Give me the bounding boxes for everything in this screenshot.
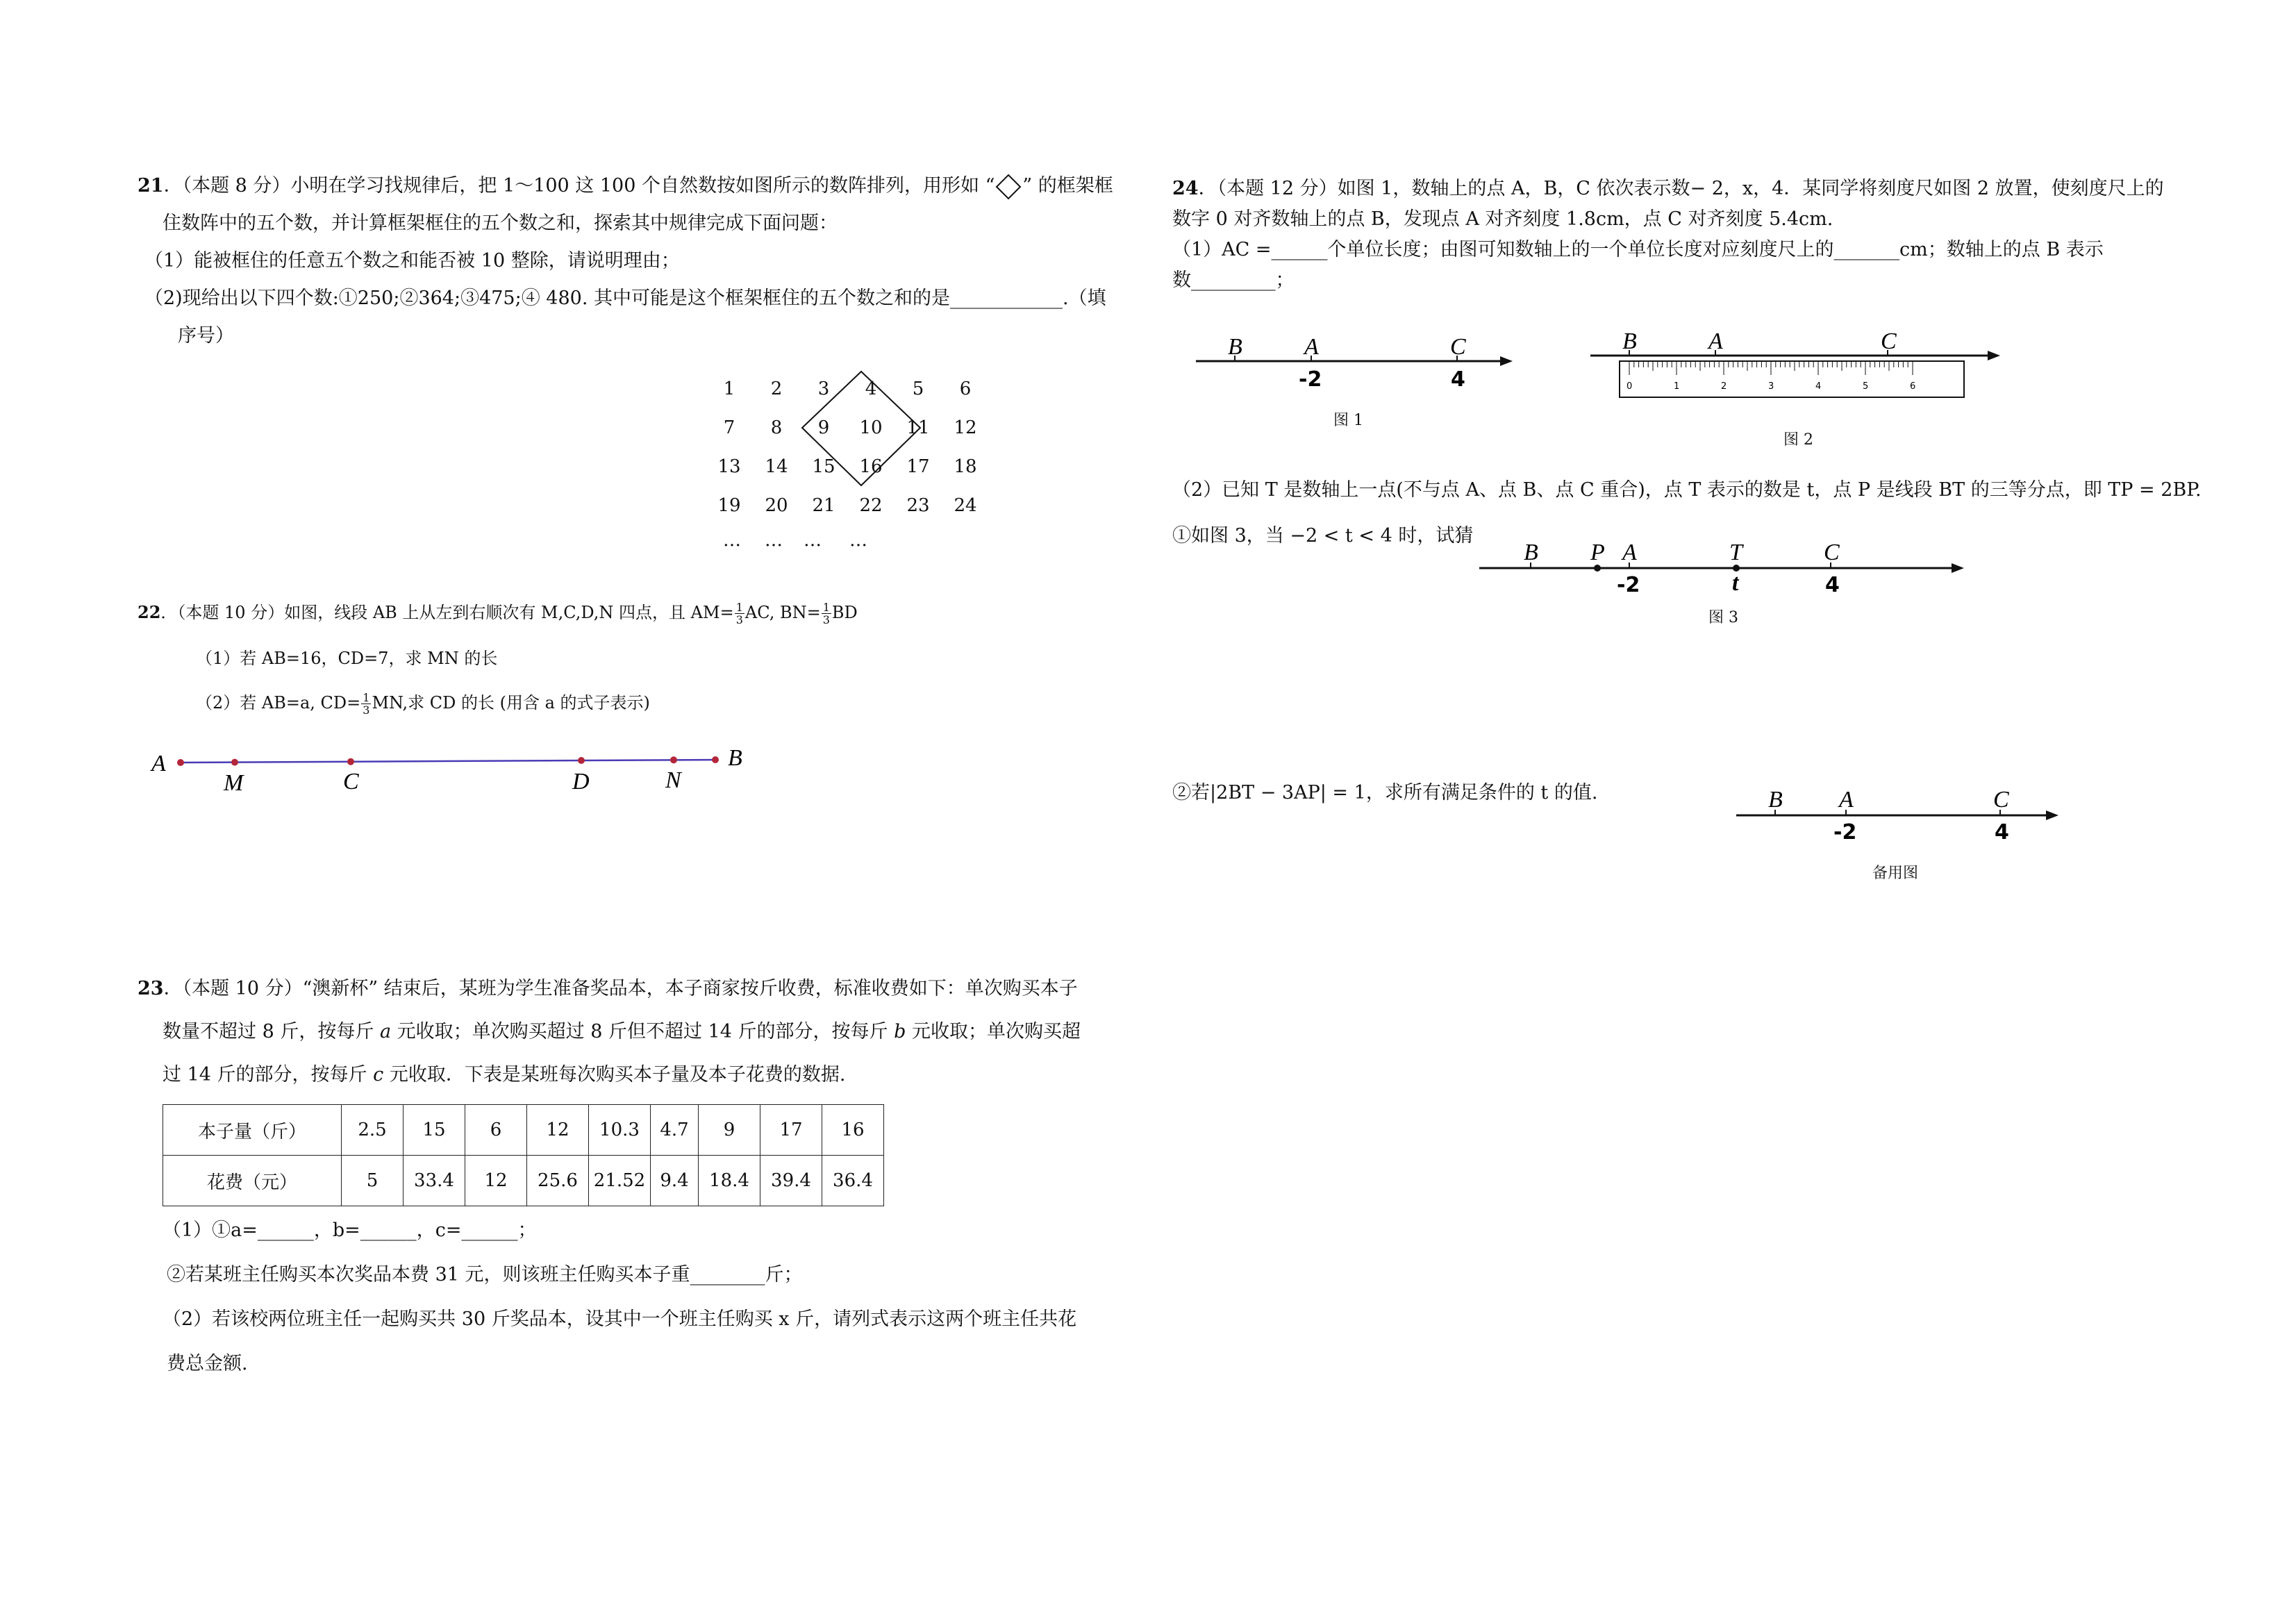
number-array	[708, 372, 1000, 559]
q21-part1: （1）能被框住的任意五个数之和能否被 10 整除，请说明理由；	[144, 250, 680, 272]
figure2-caption: 图 2	[1783, 431, 1813, 449]
table-cell: 36.4	[822, 1156, 884, 1206]
ruler-label: 6	[1910, 381, 1916, 392]
label-a: A	[1708, 328, 1723, 354]
table-cell: 10.3	[589, 1105, 651, 1156]
table-cell: 18.4	[699, 1156, 760, 1206]
grid-ellipsis: …	[849, 530, 867, 551]
label-a: A	[151, 751, 166, 776]
fraction-one-third: $\frac{1}{3}$	[363, 691, 370, 717]
q21-part2: （2)现给出以下四个数:①250;②364;③475;④ 480. 其中可能是这个框架框住的五个数之和的是____________.（填	[144, 288, 1106, 309]
tick-minus-two: -2	[1833, 820, 1857, 844]
q24-line4: 数_________；	[1172, 269, 1295, 291]
ruler-label: 0	[1627, 381, 1633, 392]
grid-ellipsis: …	[804, 530, 822, 551]
grid-cell: 19	[717, 495, 741, 516]
point-p	[1594, 565, 1601, 572]
grid-cell: 3	[817, 378, 830, 399]
label-c: C	[1993, 787, 2009, 813]
tick-t: t	[1732, 570, 1739, 596]
label-c: C	[343, 769, 359, 794]
label-b: B	[1524, 540, 1538, 565]
grid-cell: 24	[954, 495, 977, 516]
grid-cell: 2	[770, 378, 783, 399]
grid-ellipsis: …	[765, 530, 783, 551]
label-p: P	[1590, 540, 1605, 565]
label-c: C	[1824, 540, 1840, 565]
figure3-caption: 图 3	[1708, 609, 1738, 626]
figure1-caption: 图 1	[1333, 412, 1363, 429]
label-a: A	[1839, 787, 1854, 813]
table-cell: 9	[699, 1105, 760, 1156]
table-row-header: 本子量（斤）	[163, 1105, 342, 1156]
q22-part2: （2）若 AB=a, CD= $\frac{1}{3}$ MN,求 CD 的长 (用含 a 的式子表示)	[196, 691, 650, 717]
figure3-number-line	[1479, 542, 1979, 604]
q22-line1: 22．（本题 10 分）如图，线段 AB 上从左到右顺次有 M,C,D,N 四点，且 AM= $\frac{1}{3}$ AC, BN= $\frac{1}{3}$ BD	[138, 601, 858, 626]
label-a: A	[1622, 540, 1637, 565]
fraction-one-third: $\frac{1}{3}$	[735, 601, 743, 626]
grid-cell: 11	[906, 417, 930, 438]
grid-cell: 10	[859, 417, 883, 438]
table-cell: 16	[822, 1105, 884, 1156]
point-n	[670, 756, 677, 763]
grid-cell: 5	[912, 378, 924, 399]
label-b: B	[728, 745, 742, 771]
table-cell: 12	[465, 1156, 527, 1206]
grid-cell: 17	[906, 456, 930, 477]
grid-cell: 23	[906, 495, 930, 516]
grid-cell: 4	[865, 378, 877, 399]
q23-line3: 过 14 斤的部分，按每斤 c 元收取．下表是某班每次购买本子量及本子花费的数据.	[163, 1064, 846, 1085]
table-cell: 2.5	[342, 1105, 404, 1156]
label-a: A	[1304, 334, 1319, 360]
q21-line2: 住数阵中的五个数，并计算框架框住的五个数之和，探索其中规律完成下面问题：	[163, 213, 838, 234]
grid-cell: 16	[859, 456, 883, 477]
q23-sub3-tail: 费总金额.	[167, 1353, 248, 1374]
grid-cell: 6	[959, 378, 972, 399]
ruler-label: 3	[1768, 381, 1774, 392]
table-cell: 6	[465, 1105, 527, 1156]
grid-cell: 13	[717, 456, 741, 477]
table-cell: 5	[342, 1156, 404, 1206]
label-n: N	[665, 767, 681, 793]
figure2-ruler	[1590, 325, 2007, 401]
grid-ellipsis: …	[723, 530, 741, 551]
q23-sub1: （1）①a=______，b=______，c=______；	[163, 1220, 537, 1241]
point-a	[177, 759, 184, 766]
label-b: B	[1768, 787, 1783, 813]
grid-cell: 21	[812, 495, 835, 516]
q22-part1: （1）若 AB=16，CD=7，求 MN 的长	[196, 649, 498, 668]
grid-cell: 22	[859, 495, 883, 516]
q23-sub2: ②若某班主任购买本次奖品本费 31 元，则该班主任购买本子重________斤；	[167, 1264, 803, 1285]
tick-four: 4	[1825, 573, 1840, 597]
purchase-data-table	[163, 1104, 884, 1206]
label-t: T	[1729, 540, 1742, 565]
grid-cell: 15	[812, 456, 835, 477]
table-row-header: 花费（元）	[163, 1156, 342, 1206]
spare-number-line	[1736, 786, 2070, 842]
table-cell: 15	[404, 1105, 465, 1156]
ruler-label: 2	[1721, 381, 1727, 392]
point-c	[347, 758, 354, 765]
figure1-number-line	[1195, 332, 1521, 392]
grid-cell: 20	[765, 495, 788, 516]
grid-cell: 1	[723, 378, 735, 399]
tick-minus-two: -2	[1299, 367, 1322, 392]
grid-cell: 18	[954, 456, 977, 477]
spare-figure-caption: 备用图	[1872, 865, 1919, 882]
q21-line1: 21．（本题 8 分）小明在学习找规律后，把 1～100 这 100 个自然数按如图所示的数阵排列，用形如 “ ” 的框架框	[138, 172, 1113, 201]
label-m: M	[224, 770, 244, 796]
q24-line1: 24．（本题 12 分）如图 1，数轴上的点 A，B，C 依次表示数− 2，x，4．某同学将刻度尺如图 2 放置，使刻度尺上的	[1172, 178, 2164, 199]
q24-part2-sub2: ②若|2BT − 3AP| = 1，求所有满足条件的 t 的值.	[1172, 782, 1598, 804]
table-cell: 12	[527, 1105, 589, 1156]
table-cell: 39.4	[760, 1156, 822, 1206]
label-b: B	[1228, 334, 1242, 360]
grid-cell: 14	[765, 456, 788, 477]
point-m	[231, 759, 238, 766]
label-c: C	[1881, 328, 1897, 354]
ruler-label: 5	[1863, 381, 1869, 392]
ruler-label: 4	[1815, 381, 1822, 392]
table-cell: 17	[760, 1105, 822, 1156]
grid-cell: 8	[770, 417, 783, 438]
grid-cell: 12	[954, 417, 977, 438]
tick-four: 4	[1451, 367, 1465, 392]
q24-line2: 数字 0 对齐数轴上的点 B，发现点 A 对齐刻度 1.8cm，点 C 对齐刻度 5.4cm.	[1172, 208, 1833, 230]
table-cell: 4.7	[651, 1105, 699, 1156]
point-d	[578, 757, 585, 764]
q21-part2-tail: 序号）	[178, 325, 234, 347]
label-d: D	[572, 769, 590, 794]
q23-sub3: （2）若该校两位班主任一起购买共 30 斤奖品本，设其中一个班主任购买 x 斤，请列式表示这两个班主任共花	[163, 1308, 1077, 1330]
grid-cell: 9	[817, 417, 830, 438]
tick-minus-two: -2	[1617, 573, 1640, 597]
point-b	[712, 756, 719, 763]
table-cell: 33.4	[404, 1156, 465, 1206]
q24-part2-sub1: ①如图 3，当 −2 < t < 4 时，试猜	[1172, 525, 1474, 547]
ruler-label: 1	[1674, 381, 1680, 392]
q23-line2: 数量不超过 8 斤，按每斤 a 元收取；单次购买超过 8 斤但不超过 14 斤的部分，按每斤 b 元收取；单次购买超	[163, 1021, 1081, 1042]
table-cell: 9.4	[651, 1156, 699, 1206]
q23-line1: 23．（本题 10 分）“澳新杯” 结束后，某班为学生准备奖品本，本子商家按斤收费，标准收费如下：单次购买本子	[138, 978, 1078, 999]
table-row	[163, 1156, 884, 1206]
q24-part2-intro: （2）已知 T 是数轴上一点(不与点 A、点 B、点 C 重合)，点 T 表示的数是 t，点 P 是线段 BT 的三等分点，即 TP = 2BP.	[1172, 479, 2202, 501]
q24-line3: （1）AC =______个单位长度；由图可知数轴上的一个单位长度对应刻度尺上的_______cm；数轴上的点 B 表示	[1172, 239, 2104, 260]
tick-four: 4	[1995, 820, 2009, 844]
diamond-frame-icon	[995, 173, 1022, 201]
fraction-one-third: $\frac{1}{3}$	[822, 601, 830, 626]
segment-ab-figure	[146, 742, 757, 811]
ruler-ticks	[1629, 361, 1913, 375]
table-cell: 25.6	[527, 1156, 589, 1206]
label-c: C	[1450, 334, 1466, 360]
grid-cell: 7	[723, 417, 735, 438]
table-cell: 21.52	[589, 1156, 651, 1206]
table-row	[163, 1105, 884, 1156]
label-b: B	[1622, 328, 1637, 354]
